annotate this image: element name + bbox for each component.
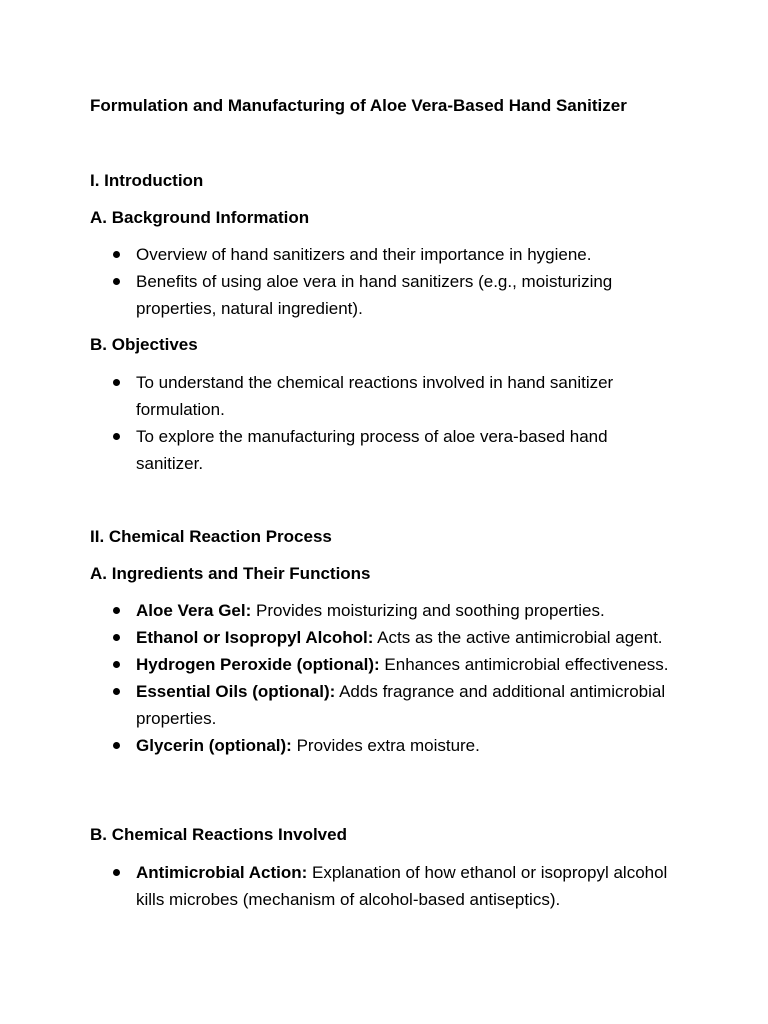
list-item (90, 678, 670, 732)
list-item-term: Antimicrobial Action: (136, 863, 308, 882)
subheading-objectives: B. Objectives (90, 335, 198, 354)
document-title: Formulation and Manufacturing of Aloe Vera-Based Hand Sanitizer (90, 96, 627, 115)
list-item-term: Glycerin (optional): (136, 736, 292, 755)
list-item-term: Aloe Vera Gel: (136, 601, 252, 620)
ingredients-list (90, 597, 670, 759)
list-item-text: Benefits of using aloe vera in hand sanitizers (e.g., moisturizing properties, natural ingredient). (136, 272, 613, 318)
list-item-text: Explanation of how ethanol or isopropyl alcohol kills microbes (mechanism of alcohol-based antiseptics). (136, 863, 668, 909)
list-item-text: Acts as the active antimicrobial agent. (373, 628, 663, 647)
list-item-term: Essential Oils (optional): (136, 682, 336, 701)
list-item (90, 597, 670, 624)
list-item (90, 859, 670, 913)
list-item: To understand the chemical reactions involved in hand sanitizer formulation. (90, 369, 670, 423)
list-item-text: Adds fragrance and additional antimicrobial properties. (136, 682, 666, 728)
list-item-text: Provides moisturizing and soothing properties. (251, 601, 605, 620)
list-item (90, 651, 670, 678)
background-list (90, 241, 670, 322)
list-item (90, 732, 670, 759)
list-item: To explore the manufacturing process of aloe vera-based hand sanitizer. (90, 423, 670, 477)
list-item-text: Enhances antimicrobial effectiveness. (379, 655, 669, 674)
list-item (90, 624, 670, 651)
list-item-term: Hydrogen Peroxide (optional): (136, 655, 380, 674)
subheading-ingredients: A. Ingredients and Their Functions (90, 564, 371, 583)
subheading-background-information: A. Background Information (90, 208, 310, 227)
list-item: Overview of hand sanitizers and their importance in hygiene. (90, 241, 670, 268)
reactions-list (90, 859, 670, 913)
section-heading-introduction: I. Introduction (90, 171, 204, 190)
section-heading-chemical-reaction-process: II. Chemical Reaction Process (90, 527, 332, 546)
list-item-term: Ethanol or Isopropyl Alcohol: (136, 628, 374, 647)
list-item-text: Provides extra moisture. (291, 736, 480, 755)
subheading-chemical-reactions: B. Chemical Reactions Involved (90, 825, 347, 844)
objectives-list (90, 369, 670, 477)
list-item (90, 268, 666, 322)
